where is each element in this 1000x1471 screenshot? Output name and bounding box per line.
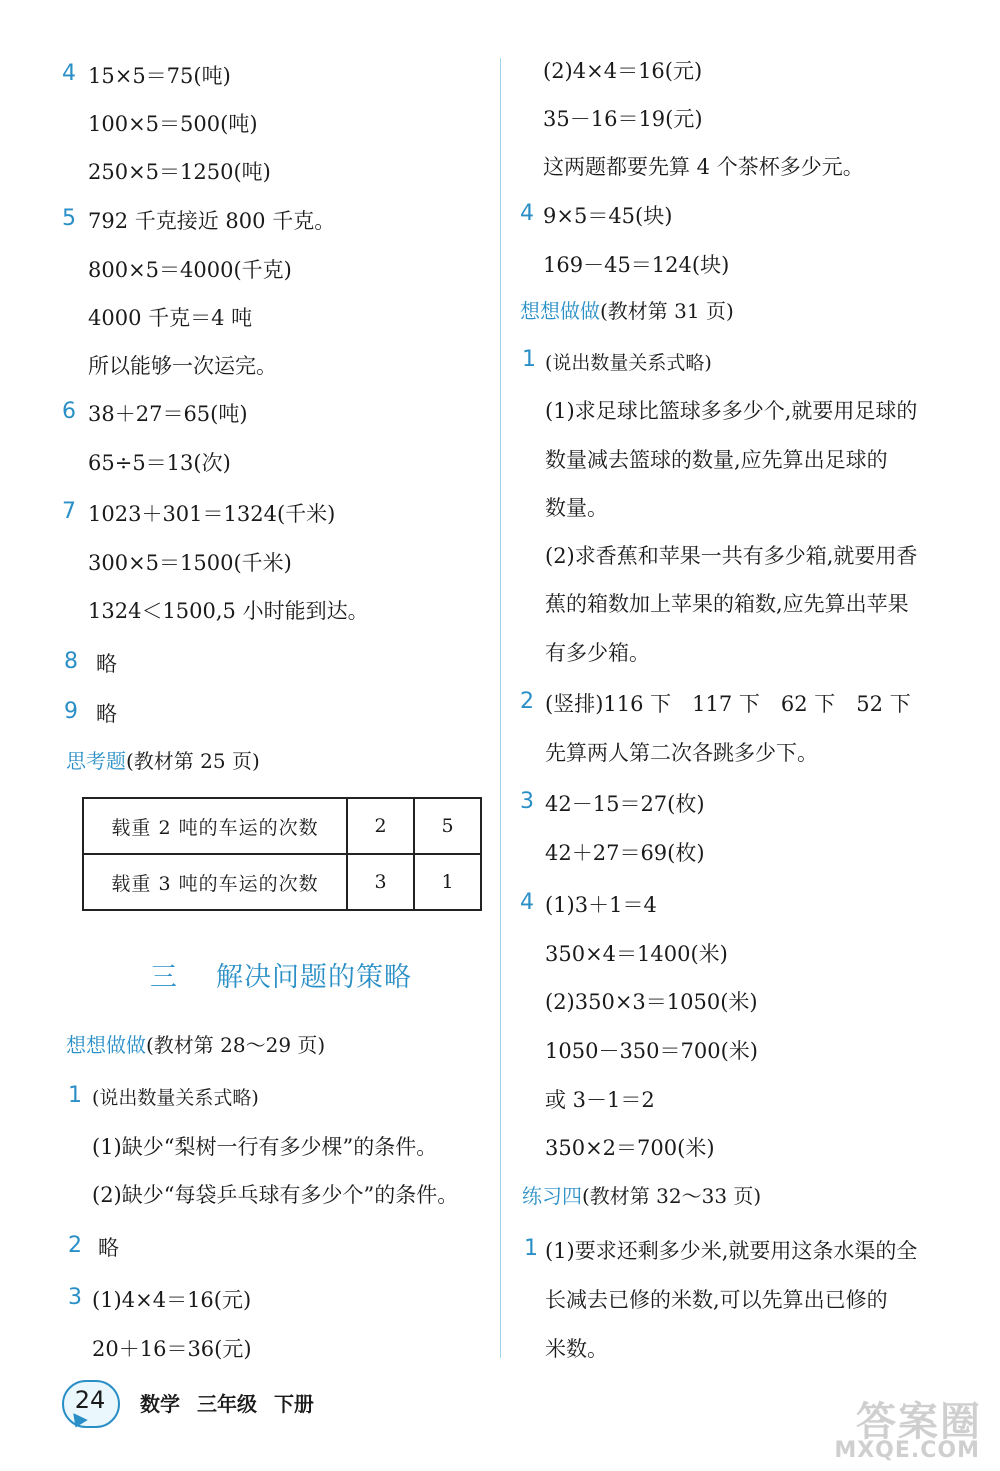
table-cell: 5 (414, 798, 481, 854)
answer-line: 略 (96, 702, 117, 726)
answer-line: 350×4＝1400(米) (545, 942, 728, 966)
book-grade: 三年级 (196, 1392, 257, 1416)
table-row (83, 854, 481, 910)
question-number: 1 (524, 1236, 538, 1261)
section-heading-think (66, 747, 260, 775)
answer-line: 250×5＝1250(吨) (88, 160, 271, 184)
answer-line: 42＋27＝69(枚) (545, 841, 705, 865)
answer-line: 1050－350＝700(米) (545, 1039, 758, 1063)
chapter-title: 解决问题的策略 (216, 962, 412, 993)
section-ref: (教材第 31 页) (600, 299, 734, 323)
answer-line: 9×5＝45(块) (543, 204, 673, 228)
section-ref: (教材第 28～29 页) (146, 1033, 326, 1057)
answer-line: 4000 千克＝4 吨 (88, 306, 253, 330)
answer-line: 略 (96, 652, 117, 676)
answer-line: 蕉的箱数加上苹果的箱数,应先算出苹果 (545, 592, 909, 616)
section-title: 想想做做 (520, 299, 600, 323)
answer-line: 38＋27＝65(吨) (88, 402, 248, 426)
answer-line: (2)4×4＝16(元) (543, 59, 703, 83)
answer-line: 800×5＝4000(千克) (88, 258, 292, 282)
section-heading-xiangxiang (520, 297, 734, 325)
answer-line: 先算两人第二次各跳多少下。 (545, 741, 818, 765)
section-title: 想想做做 (66, 1033, 146, 1057)
answer-line: 米数。 (545, 1337, 608, 1361)
column-divider (500, 58, 501, 1358)
section-ref: (教材第 25 页) (126, 749, 260, 773)
section-ref: (教材第 32～33 页) (582, 1184, 762, 1208)
question-number: 7 (62, 499, 76, 524)
table-row (83, 798, 481, 854)
answer-line: 或 3－1＝2 (545, 1088, 655, 1112)
question-number: 3 (68, 1285, 82, 1310)
question-number: 4 (520, 201, 534, 226)
book-volume: 下册 (273, 1392, 314, 1416)
page-footer (62, 1372, 462, 1432)
watermark-url: MXQE.COM (834, 1438, 980, 1463)
page-number: 24 (74, 1386, 106, 1414)
answer-line: 略 (98, 1236, 119, 1260)
book-info (140, 1388, 324, 1417)
book-subject: 数学 (140, 1392, 180, 1416)
table-cell: 3 (347, 854, 414, 910)
table-cell: 1 (414, 854, 481, 910)
question-number: 3 (520, 789, 534, 814)
answer-line: (1)缺少“梨树一行有多少棵”的条件。 (92, 1135, 438, 1159)
question-number: 4 (520, 890, 534, 915)
answer-line: 15×5＝75(吨) (88, 64, 231, 88)
answer-line: (2)缺少“每袋乒乓球有多少个”的条件。 (92, 1183, 459, 1207)
answer-line: 所以能够一次运完。 (88, 354, 277, 378)
answer-line: 300×5＝1500(千米) (88, 551, 292, 575)
table-cell: 2 (347, 798, 414, 854)
answer-line: 1023＋301＝1324(千米) (88, 502, 336, 526)
answer-line: (1)4×4＝16(元) (92, 1288, 252, 1312)
section-title: 思考题 (66, 749, 126, 773)
answer-line: 这两题都要先算 4 个茶杯多少元。 (543, 155, 864, 179)
answer-line: 有多少箱。 (545, 641, 650, 665)
answer-line: (竖排)116 下 117 下 62 下 52 下 (545, 692, 911, 716)
question-number: 2 (68, 1233, 82, 1258)
chapter-number: 三 (150, 962, 178, 993)
question-number: 9 (64, 699, 78, 724)
answer-table (82, 797, 482, 911)
section-heading-xiangxiang (66, 1031, 325, 1059)
answer-line: (1)3＋1＝4 (545, 893, 657, 917)
answer-line: (说出数量关系式略) (545, 352, 712, 374)
answer-line: 35－16＝19(元) (543, 107, 703, 131)
answer-line: (1)求足球比篮球多多少个,就要用足球的 (545, 399, 918, 423)
answer-line: 65÷5＝13(次) (88, 451, 231, 475)
answer-line: 1324＜1500,5 小时能到达。 (88, 599, 369, 623)
answer-line: 100×5＝500(吨) (88, 112, 258, 136)
answer-line: (说出数量关系式略) (92, 1087, 259, 1109)
answer-line: 792 千克接近 800 千克。 (88, 209, 336, 233)
answer-line: 169－45＝124(块) (543, 253, 730, 277)
question-number: 1 (68, 1083, 82, 1108)
question-number: 2 (520, 689, 534, 714)
answer-line: 长减去已修的米数,可以先算出已修的 (545, 1288, 888, 1312)
question-number: 6 (62, 399, 76, 424)
answer-line: 数量减去篮球的数量,应先算出足球的 (545, 448, 888, 472)
answer-line: (2)求香蕉和苹果一共有多少箱,就要用香 (545, 544, 918, 568)
question-number: 8 (64, 649, 78, 674)
question-number: 1 (522, 347, 536, 372)
section-heading-lianxi (522, 1182, 761, 1210)
table-cell: 载重 2 吨的车运的次数 (83, 798, 347, 854)
answer-line: (2)350×3＝1050(米) (545, 990, 758, 1014)
answer-line: 350×2＝700(米) (545, 1136, 715, 1160)
answer-line: 数量。 (545, 496, 608, 520)
answer-line: 20＋16＝36(元) (92, 1337, 252, 1361)
answer-line: 42－15＝27(枚) (545, 792, 705, 816)
section-title: 练习四 (522, 1184, 582, 1208)
answer-line: (1)要求还剩多少米,就要用这条水渠的全 (545, 1239, 918, 1263)
question-number: 5 (62, 206, 76, 231)
chapter-heading (150, 955, 412, 994)
table-cell: 载重 3 吨的车运的次数 (83, 854, 347, 910)
watermark-logo: 答案圈 (856, 1399, 982, 1445)
question-number: 4 (62, 61, 76, 86)
